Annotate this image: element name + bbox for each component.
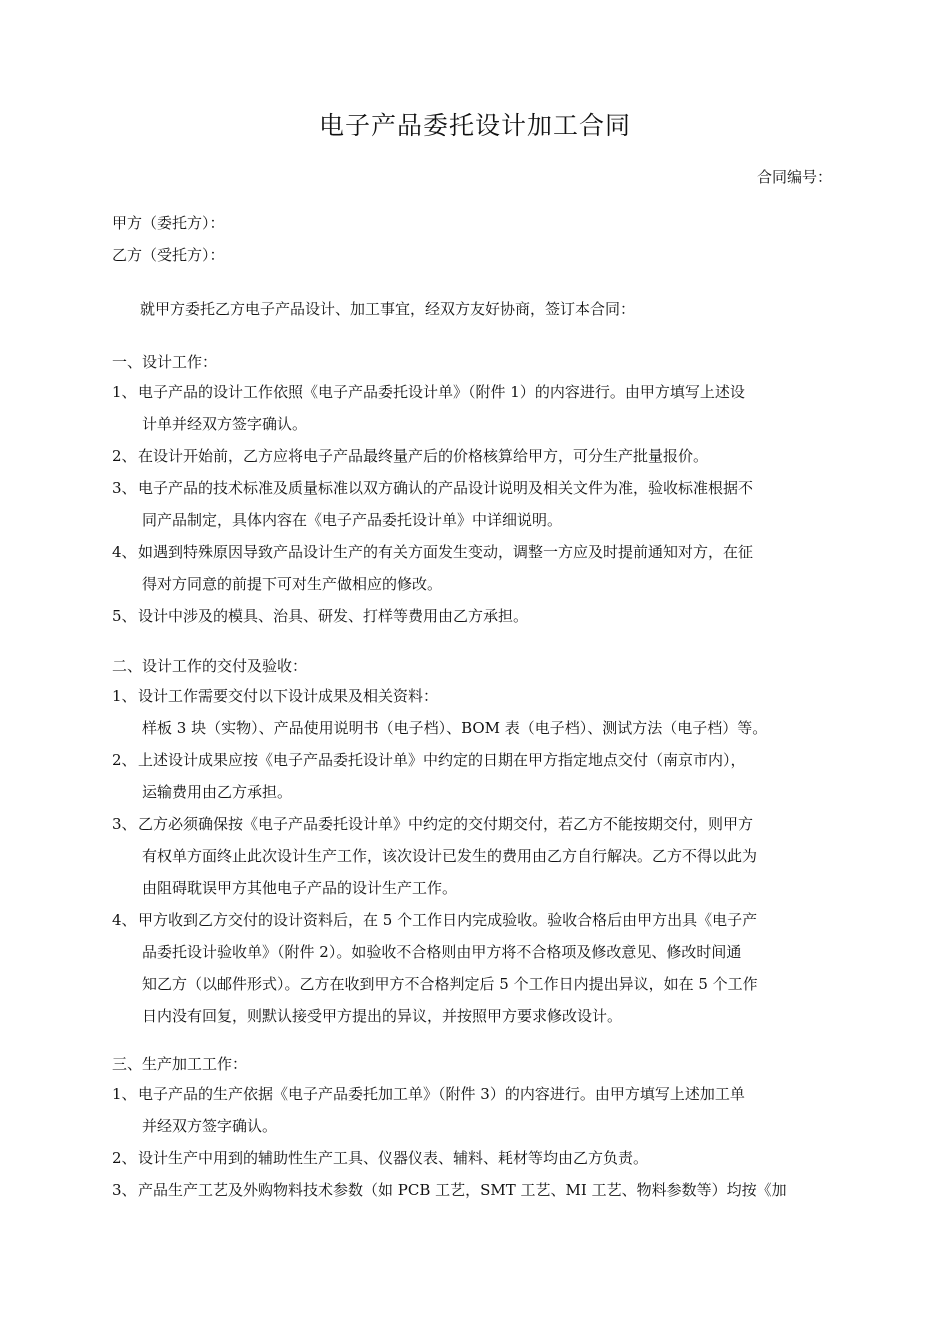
party-b-line: 乙方（受托方）： xyxy=(112,246,225,264)
clause-text xyxy=(138,904,842,1032)
clause-number: 1、 xyxy=(112,383,137,401)
clause-number: 3、 xyxy=(112,1181,137,1199)
clause-line: 由阻碍耽误甲方其他电子产品的设计生产工作。 xyxy=(142,879,458,897)
clause-text xyxy=(138,744,842,808)
clause-line: 知乙方（以邮件形式）。乙方在收到甲方不合格判定后 5 个工作日内提出异议，如在 5 个工作 xyxy=(142,975,758,993)
contract-number-label: 合同编号： xyxy=(756,168,832,186)
clause-item xyxy=(112,680,842,744)
section-heading: 三、生产加工工作： xyxy=(112,1055,248,1073)
party-a-line: 甲方（委托方）： xyxy=(112,214,225,232)
clause-line: 设计生产中用到的辅助性生产工具、仪器仪表、辅料、耗材等均由乙方负责。 xyxy=(138,1149,649,1167)
clause-number: 2、 xyxy=(112,1149,137,1167)
clause-item xyxy=(112,1142,842,1174)
clause-line: 得对方同意的前提下可对生产做相应的修改。 xyxy=(142,575,443,593)
clause-line: 上述设计成果应按《电子产品委托设计单》中约定的日期在甲方指定地点交付（南京市内）， xyxy=(138,751,746,769)
clause-line: 品委托设计验收单》（附件 2）。如验收不合格则由甲方将不合格项及修改意见、修改时间通 xyxy=(142,943,742,961)
clause-item xyxy=(112,600,842,632)
clause-line: 电子产品的生产依据《电子产品委托加工单》（附件 3）的内容进行。由甲方填写上述加工单 xyxy=(138,1085,745,1103)
clause-line: 乙方必须确保按《电子产品委托设计单》中约定的交付期交付，若乙方不能按期交付，则甲方 xyxy=(138,815,754,833)
clause-line: 甲方收到乙方交付的设计资料后，在 5 个工作日内完成验收。验收合格后由甲方出具《电子产 xyxy=(138,911,758,929)
clause-text xyxy=(138,600,842,632)
clause-item xyxy=(112,440,842,472)
clause-item xyxy=(112,808,842,904)
clause-text xyxy=(138,680,842,744)
clause-line: 并经双方签字确认。 xyxy=(142,1117,278,1135)
intro-paragraph: 就甲方委托乙方电子产品设计、加工事宜，经双方友好协商，签订本合同： xyxy=(140,300,636,318)
section-design-work xyxy=(112,346,842,632)
clause-number: 2、 xyxy=(112,447,137,465)
clause-number: 5、 xyxy=(112,607,137,625)
clause-text xyxy=(138,440,842,472)
clause-line: 运输费用由乙方承担。 xyxy=(142,783,293,801)
clause-text xyxy=(138,376,842,440)
clause-text xyxy=(138,1174,842,1206)
clause-text xyxy=(138,1078,842,1142)
section-production-processing xyxy=(112,1048,842,1206)
clause-line: 样板 3 块（实物）、产品使用说明书（电子档）、BOM 表（电子档）、测试方法（电子档）等。 xyxy=(142,719,768,737)
clause-number: 2、 xyxy=(112,751,137,769)
document-title: 电子产品委托设计加工合同 xyxy=(318,111,631,140)
clause-line: 产品生产工艺及外购物料技术参数（如 PCB 工艺，SMT 工艺、MI 工艺、物料参数等）均按《加 xyxy=(138,1181,787,1199)
clause-number: 1、 xyxy=(112,1085,137,1103)
clause-text xyxy=(138,1142,842,1174)
clause-line: 日内没有回复，则默认接受甲方提出的异议，并按照甲方要求修改设计。 xyxy=(142,1007,623,1025)
clause-text xyxy=(138,472,842,536)
clause-item xyxy=(112,536,842,600)
clause-line: 设计中涉及的模具、治具、研发、打样等费用由乙方承担。 xyxy=(138,607,529,625)
clause-item xyxy=(112,744,842,808)
section-delivery-acceptance xyxy=(112,650,842,1032)
clause-line: 电子产品的设计工作依照《电子产品委托设计单》（附件 1）的内容进行。由甲方填写上述设 xyxy=(138,383,745,401)
clause-number: 3、 xyxy=(112,815,137,833)
clause-text xyxy=(138,808,842,904)
clause-line: 计单并经双方签字确认。 xyxy=(142,415,308,433)
clause-number: 4、 xyxy=(112,911,137,929)
clause-number: 4、 xyxy=(112,543,137,561)
clause-line: 如遇到特殊原因导致产品设计生产的有关方面发生变动，调整一方应及时提前通知对方，在征 xyxy=(138,543,754,561)
clause-item xyxy=(112,472,842,536)
clause-line: 同产品制定，具体内容在《电子产品委托设计单》中详细说明。 xyxy=(142,511,563,529)
clause-item xyxy=(112,1078,842,1142)
clause-line: 设计工作需要交付以下设计成果及相关资料： xyxy=(138,687,439,705)
clause-line: 电子产品的技术标准及质量标准以双方确认的产品设计说明及相关文件为准，验收标准根据不 xyxy=(138,479,754,497)
clause-text xyxy=(138,536,842,600)
clause-number: 3、 xyxy=(112,479,137,497)
section-heading: 二、设计工作的交付及验收： xyxy=(112,657,308,675)
section-heading: 一、设计工作： xyxy=(112,353,218,371)
clause-line: 有权单方面终止此次设计生产工作，该次设计已发生的费用由乙方自行解决。乙方不得以此为 xyxy=(142,847,758,865)
clause-number: 1、 xyxy=(112,687,137,705)
clause-item xyxy=(112,904,842,1032)
clause-item xyxy=(112,376,842,440)
clause-line: 在设计开始前，乙方应将电子产品最终量产后的价格核算给甲方，可分生产批量报价。 xyxy=(138,447,709,465)
clause-item xyxy=(112,1174,842,1206)
